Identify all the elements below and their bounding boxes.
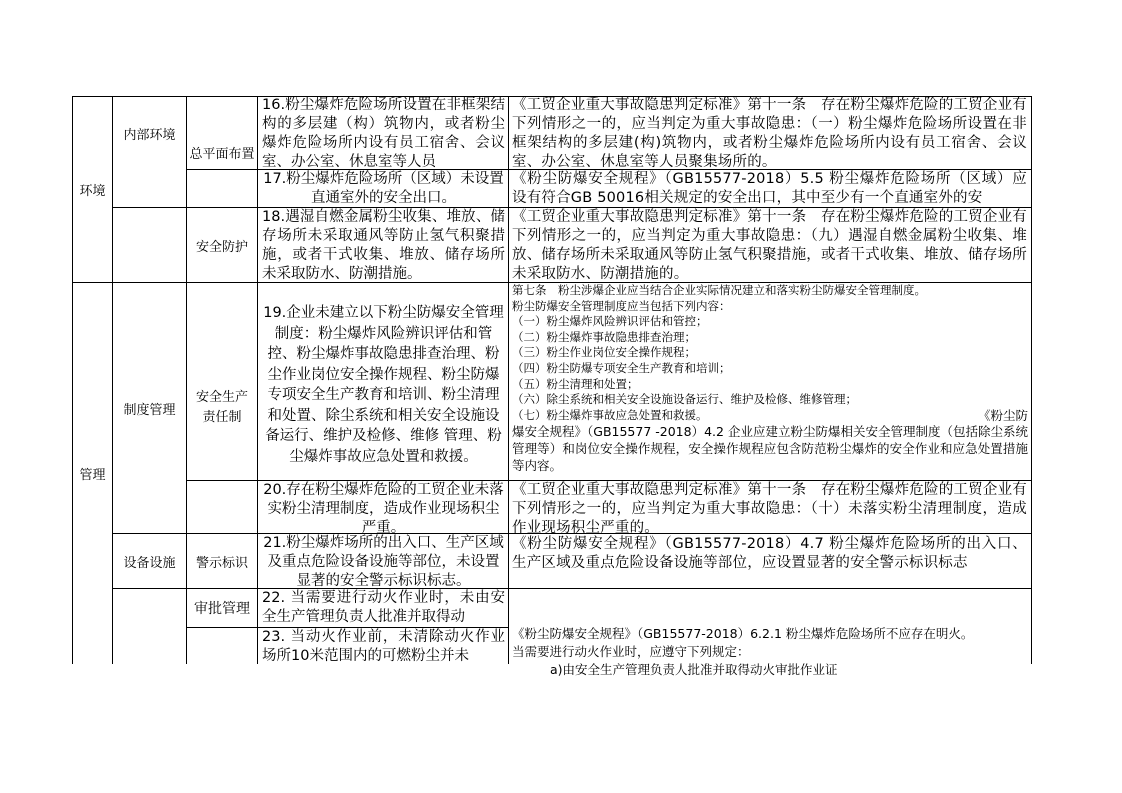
basis-22-23 <box>509 589 1031 677</box>
basis-20: 《工贸企业重大事故隐患判定标准》第十一条 存在粉尘爆炸危险的工贸企业有下列情形之一的，应当判定为重大事故隐患：（十）未落实粉尘清理制度，造成作业现场积尘严重的。 <box>512 482 1027 536</box>
basis-19 <box>509 283 1031 480</box>
basis-19-line: （二）粉尘爆炸事故隐患排查治理； <box>512 329 696 344</box>
basis-19-line-right: 《粉尘防 <box>977 407 1028 423</box>
subcategory-equipment: 设备设施 <box>123 555 176 571</box>
subcategory-system-management: 制度管理 <box>123 402 176 418</box>
basis-16: 《工贸企业重大事故隐患判定标准》第十一条 存在粉尘爆炸危险的工贸企业有下列情形之一的，应当判定为重大事故隐患：（一）粉尘爆炸危险场所设置在非框架结构的多层建(构)筑物内，或者粉尘爆炸危险场所内设有员工宿舍、会议室、办公室、休息室等人员聚集场所的。 <box>512 97 1027 170</box>
type-safety-protection: 安全防护 <box>195 239 248 255</box>
rule <box>1031 96 1032 664</box>
type-general-layout: 总平面布置 <box>189 146 255 162</box>
basis-21: 《粉尘防爆安全规程》（GB15577-2018）4.7 粉尘爆炸危险场所的出入口、生产区域及重点危险设备设施等部位，应设置显著的安全警示标识标志 <box>512 536 1027 571</box>
basis-17: 《粉尘防爆安全规程》（GB15577-2018）5.5 粉尘爆炸危险场所（区域）应设有符合GB 50016相关规定的安全出口，其中至少有一个直通室外的安 <box>512 171 1027 206</box>
category-environment: 环境 <box>79 184 106 199</box>
basis-22-line: 《粉尘防爆安全规程》（GB15577-2018）6.2.1 粉尘爆炸危险场所不应存在明火。 <box>512 626 974 641</box>
hazard-item-20: 20.存在粉尘爆炸危险的工贸企业未落实粉尘清理制度，造成作业现场积尘严重。 <box>263 482 504 536</box>
basis-19-line: （四）粉尘防爆专项安全生产教育和培训； <box>512 360 731 375</box>
basis-19-tail: 爆安全规程》（GB15577 -2018）4.2 企业应建立粉尘防爆相关安全管理制度（包括除尘系统管理等）和岗位安全操作规程，安全操作规程应包含防范粉尘爆炸的安全作业和应急处置措施等内容。 <box>512 424 1028 474</box>
basis-19-line: （三）粉尘作业岗位安全操作规程； <box>512 345 696 360</box>
hazard-item-21: 21.粉尘爆炸场所的出入口、生产区域及重点危险设备设施等部位，未设置显著的安全警示标识标志。 <box>263 535 504 589</box>
basis-19-line-left: （七）粉尘爆炸事故应急处置和救援。 <box>512 407 708 422</box>
basis-18: 《工贸企业重大事故隐患判定标准》第十一条 存在粉尘爆炸危险的工贸企业有下列情形之一的，应当判定为重大事故隐患：（九）遇湿自燃金属粉尘收集、堆放、储存场所未采取通风等防止氢气积聚措施，或者干式收集、堆放、储存场所未采取防水、防潮措施的。 <box>512 209 1027 282</box>
hazard-item-22: 22. 当需要进行动火作业时，未由安全生产管理负责人批准并取得动 <box>262 590 505 625</box>
basis-22-line: 当需要进行动火作业时，应遵守下列规定： <box>512 644 750 659</box>
hazard-item-19: 19.企业未建立以下粉尘防爆安全管理制度：粉尘爆炸风险辨识评估和管控、粉尘爆炸事故隐患排查治理、粉尘作业岗位安全操作规程、粉尘防爆专项安全生产教育和培训、粉尘清理和处置、除尘系统和相关安全设施设备运行、维护及检修、维修 管理、粉尘爆炸事故应急处置和救援。 <box>263 305 504 465</box>
basis-19-line <box>512 408 1028 424</box>
basis-19-line: 第七条 粉尘涉爆企业应当结合企业实际情况建立和落实粉尘防爆安全管理制度。 <box>512 283 926 297</box>
hazard-item-17: 17.粉尘爆炸危险场所（区域）未设置直通室外的安全出口。 <box>263 171 504 206</box>
subcategory-internal-environment: 内部环境 <box>123 128 176 143</box>
type-warning-signs: 警示标识 <box>195 555 248 571</box>
category-management: 管理 <box>79 468 106 483</box>
basis-19-line: （六）除尘系统和相关安全设施设备运行、维护及检修、维修管理； <box>512 392 857 407</box>
basis-22-line: a)由安全生产管理负责人批准并取得动火审批作业证 <box>550 662 838 677</box>
type-safety-responsibility: 安全生产责任制 <box>195 390 248 425</box>
basis-19-line: （一）粉尘爆炸风险辨识评估和管控； <box>512 314 708 329</box>
type-approval-management: 审批管理 <box>194 601 250 617</box>
basis-19-line: （五）粉尘清理和处置； <box>512 376 639 391</box>
hazard-item-16: 16.粉尘爆炸危险场所设置在非框架结构的多层建（构）筑物内，或者粉尘爆炸危险场所内设有员工宿舍、会议室、办公室、休息室等人员 <box>262 97 505 170</box>
hazard-table <box>72 96 1032 677</box>
basis-19-line: 粉尘防爆安全管理制度应当包括下列内容： <box>512 298 731 313</box>
hazard-item-23: 23. 当动火作业前，未清除动火作业场所10米范围内的可燃粉尘并未 <box>262 629 505 664</box>
hazard-item-18: 18.遇湿自燃金属粉尘收集、堆放、储存场所未采取通风等防止氢气积聚措施，或者干式收集、堆放、储存场所未采取防水、防潮措施。 <box>262 209 505 282</box>
